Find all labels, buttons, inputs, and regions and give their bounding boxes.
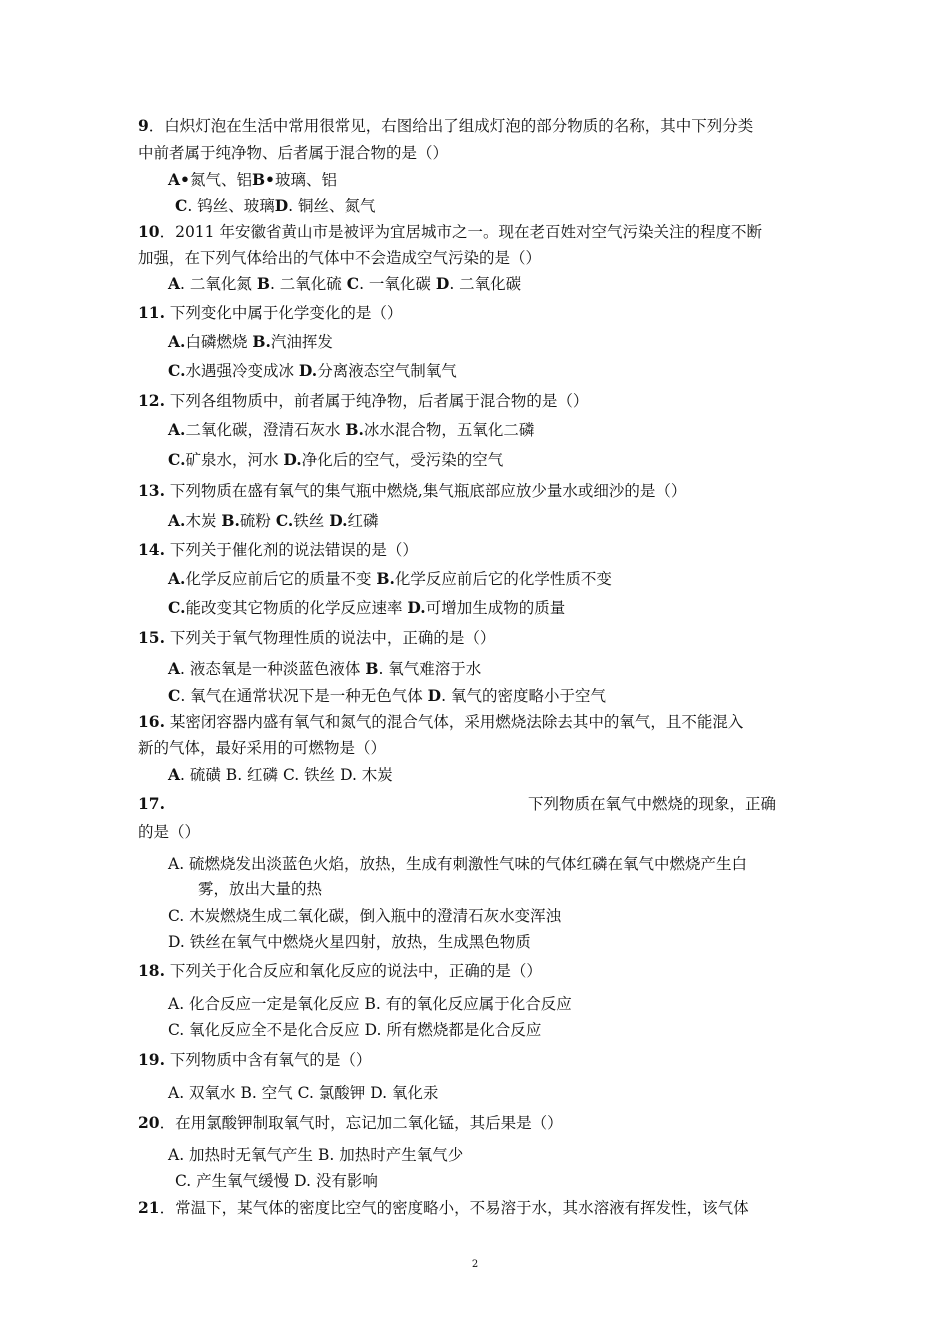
question-16 [138,712,743,732]
question-stem: ．白炽灯泡在生活中常用很常见，右图给出了组成灯泡的部分物质的名称，其中下列分类 [148,117,754,135]
question-number: 11. [138,303,165,322]
option-letter: C [175,196,188,215]
options-line [168,686,606,706]
question-stem: 某密闭容器内盛有氧气和氮气的混合气体，采用燃烧法除去其中的氧气，且不能混入 [169,713,744,731]
option-text: 冰水混合物，五氧化二磷 [363,421,535,439]
option-letter: A. [168,420,186,439]
option-letter: C [346,274,360,293]
question-number: 19. [138,1050,165,1069]
question-stem: 下列物质在氧气中燃烧的现象，正确 [528,795,777,813]
option-letter: B [256,274,270,293]
question-12 [138,391,588,411]
options-line [168,170,337,190]
question-number: 20 [138,1113,160,1132]
options-line: C. 产生氧气缓慢 D. 没有影响 [175,1172,378,1190]
option-text: 矿泉水，河水 [185,451,284,469]
options-line [168,659,481,679]
question-15 [138,628,495,648]
question-stem: ．常温下，某气体的密度比空气的密度略小，不易溶于水，其水溶液有挥发性，该气体 [159,1199,749,1217]
option-text: . 一氧化碳 [359,275,436,293]
option-text: 化学反应前后它的质量不变 [185,570,377,588]
options-line [168,361,457,381]
option-text: 分离液态空气制氧气 [317,362,457,380]
options-line: A. 加热时无氧气产生 B. 加热时产生氧气少 [168,1146,464,1164]
question-10 [138,222,762,242]
question-20 [138,1113,563,1133]
option-text: . 液态氧是一种淡蓝色液体 [180,660,366,678]
question-18 [138,961,542,981]
options-line [168,420,534,440]
options-line [168,332,333,352]
option-text: 水遇强冷变成冰 [185,362,299,380]
option-letter: D. [283,450,302,469]
option-text: . 硫磺 B. 红磷 C. 铁丝 D. 木炭 [180,766,393,784]
question-number: 21 [138,1198,160,1217]
option-letter: B. [221,511,240,530]
option-text: 能改变其它物质的化学反应速率 [185,599,408,617]
options-line: A. 化合反应一定是氧化反应 B. 有的氧化反应属于化合反应 [168,995,572,1013]
option-letter: C. [275,511,294,530]
option-letter: D. [407,598,426,617]
question-number: 12. [138,391,165,410]
question-13 [138,481,686,501]
option-text: 二氧化碳，澄清石灰水 [185,421,346,439]
option-letter: D [435,274,450,293]
question-stem: ．2011 年安徽省黄山市是被评为宜居城市之一。现在老百姓对空气污染关注的程度不断 [159,223,762,241]
option-text: . 二氧化氮 [180,275,257,293]
option-letter: B [365,659,379,678]
question-stem-line: 加强，在下列气体给出的气体中不会造成空气污染的是（） [138,249,542,267]
question-number: 13. [138,481,165,500]
option-a-continued: 雾，放出大量的热 [198,880,323,898]
question-stem: 下列变化中属于化学变化的是（） [169,304,403,322]
option-text: 白磷燃烧 [185,333,253,351]
option-text: 净化后的空气，受污染的空气 [301,451,504,469]
question-stem: 下列关于化合反应和氧化反应的说法中，正确的是（） [169,962,542,980]
option-letter: A. [168,332,186,351]
option-letter: C. [168,598,186,617]
option-letter: B. [345,420,364,439]
option-text: 硫粉 [239,512,276,530]
options-line: C. 氧化反应全不是化合反应 D. 所有燃烧都是化合反应 [168,1021,542,1039]
option-text: . 钨丝、玻璃 [187,197,275,215]
question-number: 14. [138,540,165,559]
options-line [168,598,565,618]
option-text: 铁丝 [293,512,330,530]
option-text: . 二氧化硫 [269,275,347,293]
option-text: 化学反应前后它的化学性质不变 [394,570,612,588]
question-9 [138,116,753,136]
option-text: . 氧气在通常状况下是一种无色气体 [180,687,428,705]
question-stem-line: 的是（） [138,823,201,841]
option-text: 红磷 [347,512,379,530]
question-number: 18. [138,961,165,980]
options-line [168,450,503,470]
question-stem: 下列物质在盛有氧气的集气瓶中燃烧,集气瓶底部应放少量水或细沙的是（） [169,482,687,500]
option-letter: C. [168,361,186,380]
question-number: 10 [138,222,160,241]
option-letter: D. [298,361,318,380]
option-letter: A [168,274,181,293]
option-letter: C. [168,450,186,469]
option-letter: A [168,765,181,784]
question-stem: 下列各组物质中，前者属于纯净物，后者属于混合物的是（） [169,392,589,410]
option-c: C. 木炭燃烧生成二氧化碳，倒入瓶中的澄清石灰水变浑浊 [168,907,562,925]
question-stem: ．在用氯酸钾制取氧气时，忘记加二氧化锰，其后果是（） [159,1114,563,1132]
question-11 [138,303,402,323]
options-line [175,196,376,216]
option-letter: B. [252,332,271,351]
question-21 [138,1198,749,1218]
options-line [168,511,379,531]
option-text: . 氧气难溶于水 [378,660,482,678]
options-line [168,765,393,785]
option-letter: A• [168,170,190,189]
option-text: 木炭 [185,512,222,530]
option-letter: A. [168,569,186,588]
question-stem: 下列关于氧气物理性质的说法中，正确的是（） [169,629,496,647]
question-number: 16. [138,712,165,731]
question-stem-line: 新的气体，最好采用的可燃物是（） [138,739,387,757]
option-letter: D [427,686,442,705]
option-text: 玻璃、铝 [274,171,337,189]
option-text: . 二氧化碳 [449,275,522,293]
question-number: 9 [138,116,149,135]
question-number: 17. [138,794,165,813]
option-text: 氮气、铝 [189,171,252,189]
option-text: 可增加生成物的质量 [425,599,566,617]
option-text: 汽油挥发 [270,333,333,351]
question-stem: 下列关于催化剂的说法错误的是（） [169,541,418,559]
option-letter: C [168,686,181,705]
option-letter: A. [168,511,186,530]
question-stem-line: 中前者属于纯净物、后者属于混合物的是（） [138,144,449,162]
option-letter: B. [376,569,395,588]
option-text: . 氧气的密度略小于空气 [441,687,606,705]
question-number: 15. [138,628,165,647]
option-letter: D [274,196,289,215]
question-19 [138,1050,371,1070]
option-letter: D. [329,511,348,530]
option-text: . 铜丝、氮气 [288,197,376,215]
options-line [168,569,612,589]
options-line: A. 双氧水 B. 空气 C. 氯酸钾 D. 氧化汞 [168,1084,439,1102]
option-letter: B• [251,170,275,189]
option-d: D. 铁丝在氧气中燃烧火星四射，放热，生成黑色物质 [168,933,531,951]
question-stem: 下列物质中含有氧气的是（） [169,1051,372,1069]
question-14 [138,540,418,560]
page-number: 2 [471,1259,479,1270]
option-letter: A [168,659,181,678]
option-a: A. 硫燃烧发出淡蓝色火焰，放热，生成有刺激性气味的气体红磷在氧气中燃烧产生白 [168,855,748,873]
options-line [168,274,521,294]
